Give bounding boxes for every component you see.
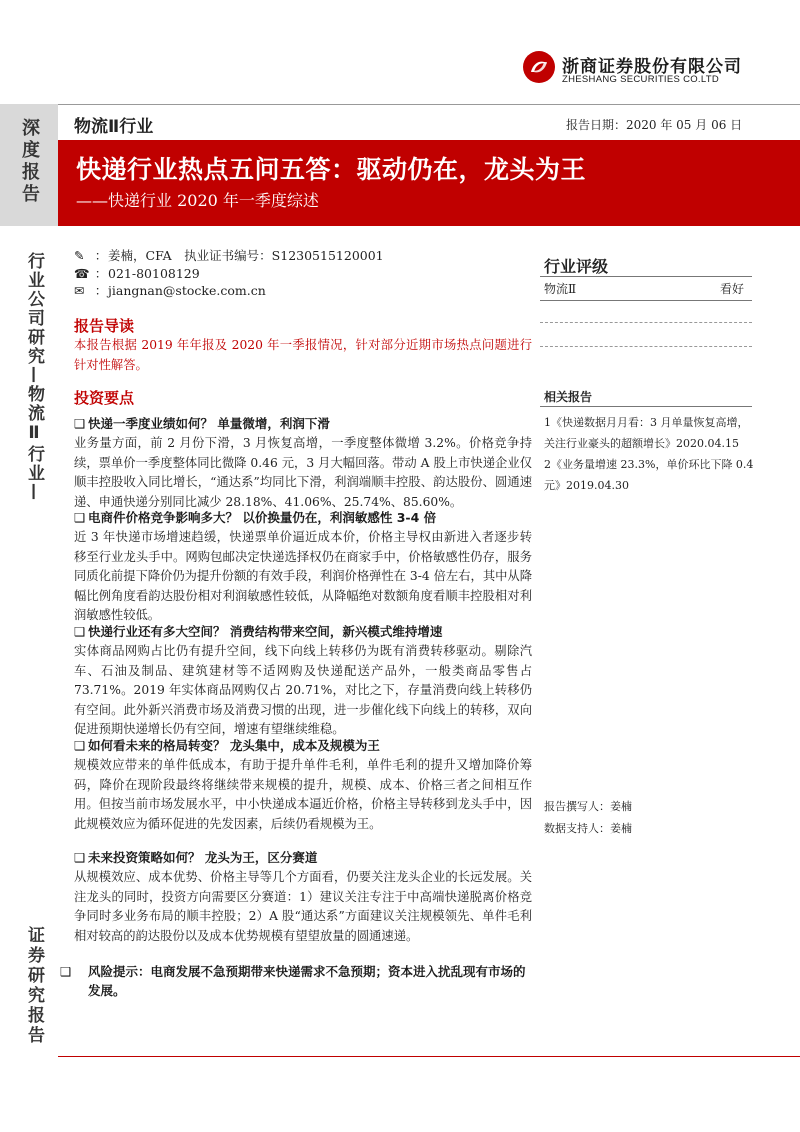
checkbox-bullet-icon: ❑	[74, 510, 86, 525]
pen-icon: ✎	[74, 248, 85, 263]
sidebar-category-label: 行业公司研究—物流Ⅱ行业—	[24, 252, 44, 502]
sidebar-report-type-block	[0, 104, 58, 226]
zheshang-logo-icon	[522, 50, 556, 84]
question-heading: ❑ 如何看未来的格局转变？ 龙头集中，成本及规模为王	[74, 738, 380, 753]
report-writer: 报告撰写人：姜楠	[544, 800, 632, 813]
guide-heading: 报告导读	[74, 317, 135, 335]
question-body: 实体商品网购占比仍有提升空间，线下向线上转移仍为既有消费转移驱动。剔除汽车、石油及制品、建筑建材等不适网购及快递配送产品外，一般类商品零售占 73.71%。2019 年实体商品网购仅占 20.71%，对比之下，存量消费向线上转移仍有空间。此外新兴消费市场及消费习惯的出现，进一步催化线下向线上的转移，双向促进预期快递增长仍有空间，增速有望继续维稳。	[74, 644, 532, 736]
company-logo	[522, 50, 748, 92]
question-heading: ❑ 快递一季度业绩如何？ 单量微增，利润下滑	[74, 416, 330, 431]
risk-warning: ❑ 风险提示：电商发展不急预期带来快递需求不急预期；资本进入扰乱现有市场的发展。	[60, 964, 526, 998]
rating-value: 看好	[719, 282, 744, 296]
data-support: 数据支持人：姜楠	[544, 822, 632, 835]
dashed-divider	[540, 346, 752, 347]
rating-divider-bottom	[540, 300, 752, 301]
company-name-cn: 浙商证券股份有限公司	[562, 57, 742, 77]
rating-sector: 物流Ⅱ	[544, 282, 577, 296]
related-report-item[interactable]: 1《快递数据月月看：3 月单量恢复高增，关注行业豪头的超额增长》2020.04.15	[544, 416, 749, 450]
question-body: 从规模效应、成本优势、价格主导等几个方面看，仍要关注龙头企业的长远发展。关注龙头的同时，投资方向需要区分赛道：1）建议关注专注于中高端快递脱离价格竞争同时多业务布局的顺丰控股；2）A 股“通达系”方面建议关注规模领先、单件毛利相对较高的韵达股份以及成本优势规模有望望放量的圆通速递。	[74, 870, 532, 943]
checkbox-bullet-icon: ❑	[74, 850, 86, 865]
page-subtitle: ——快递行业 2020 年一季度综述	[76, 191, 319, 210]
footer-divider	[58, 1056, 800, 1057]
related-reports-title: 相关报告	[544, 390, 593, 404]
report-type-label: 深度报告	[19, 118, 40, 206]
question-body: 近 3 年快递市场增速趋缓，快递票单价逼近成本价，价格主导权由新进入者逐步转移至行业龙头手中。网购包邮决定快递选择权仍在商家手中，价格敏感性仍存，服务同质化前提下降价仍为提升份额的有效手段，利润价格弹性在 3-4 倍左右，其中从降幅比例角度看韵达股份相对利润敏感性较低，从降幅绝对数额角度看顺丰控股相对利润敏感性较低。	[74, 530, 533, 622]
author-phone-line: ☎ ：021-80108129	[74, 266, 200, 281]
page-title: 快递行业热点五问五答：驱动仍在，龙头为王	[76, 155, 587, 184]
question-body: 业务量方面，前 2 月份下滑，3 月恢复高增，一季度整体微增 3.2%。价格竞争持续，票单价一季度整体同比微降 0.46 元，3 月大幅回落。带动 A 股上市快递企业仅顺丰控股收入同比增长，“通达系”均同比下滑，利润端顺丰控股、韵达股份、圆通速递、申通快递分别同比减少 28.18%、41.06%、25.74%、85.60%。	[74, 436, 532, 509]
sidebar-footer-label: 证券研究报告	[24, 926, 44, 1046]
mail-icon: ✉	[74, 283, 85, 298]
checkbox-bullet-icon: ❑	[60, 964, 72, 979]
rating-title: 行业评级	[544, 257, 609, 276]
author-email[interactable]: jiangnan@stocke.com.cn	[108, 283, 266, 298]
author-phone: 021-80108129	[108, 266, 200, 281]
author-name: 姜楠，CFA 执业证书编号：S1230515120001	[108, 248, 384, 263]
checkbox-bullet-icon: ❑	[74, 738, 86, 753]
related-reports-list	[544, 412, 754, 496]
phone-icon: ☎	[74, 266, 90, 281]
author-name-line: ✎ ：姜楠，CFA 执业证书编号：S1230515120001	[74, 248, 384, 263]
rating-row	[544, 280, 744, 297]
rating-divider	[540, 276, 752, 277]
question-body: 规模效应带来的单件低成本，有助于提升单件毛利，单件毛利的提升又增加降价筹码，降价在现阶段最终将继续带来规模的提升，规模、成本、价格三者之间相互作用。但按当前市场发展水平，中小快递成本逼近价格，价格主导转移到龙头手中，因此规模效应为循环促进的先发因素，后续仍看规模为王。	[74, 758, 532, 831]
author-email-line: ✉ ：jiangnan@stocke.com.cn	[74, 283, 266, 298]
question-heading: ❑ 未来投资策略如何？ 龙头为王，区分赛道	[74, 850, 318, 865]
guide-text: 本报告根据 2019 年年报及 2020 年一季报情况，针对部分近期市场热点问题进行针对性解答。	[74, 338, 532, 372]
points-heading: 投资要点	[74, 389, 135, 407]
question-heading: ❑ 快递行业还有多大空间？ 消费结构带来空间，新兴模式维持增速	[74, 624, 443, 639]
dashed-divider	[540, 322, 752, 323]
header-divider	[58, 104, 800, 105]
industry-tag: 物流Ⅱ行业	[74, 117, 154, 137]
checkbox-bullet-icon: ❑	[74, 624, 86, 639]
question-heading: ❑ 电商件价格竞争影响多大？ 以价换量仍在，利润敏感性 3-4 倍	[74, 510, 437, 525]
company-name-en: ZHESHANG SECURITIES CO.LTD	[562, 74, 720, 85]
checkbox-bullet-icon: ❑	[74, 416, 86, 431]
related-report-item[interactable]: 2《业务量增速 23.3%，单价环比下降 0.4 元》2019.04.30	[544, 458, 754, 492]
report-date: 报告日期：2020 年 05 月 06 日	[566, 118, 743, 132]
related-divider	[540, 406, 752, 407]
